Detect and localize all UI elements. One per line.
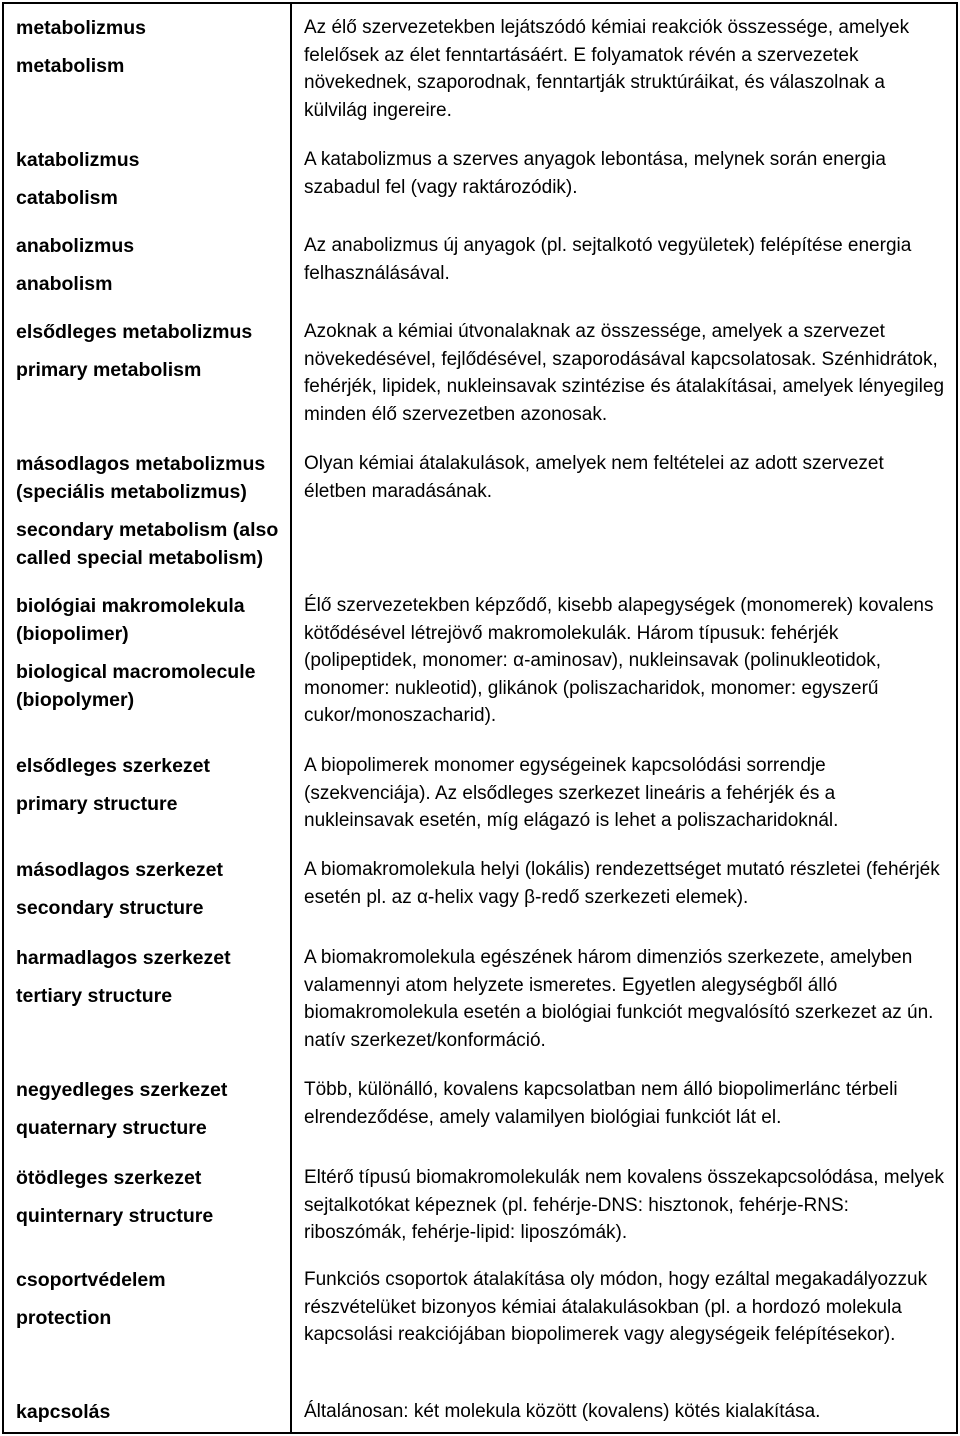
term-hungarian: kapcsolás	[16, 1401, 111, 1423]
table-row	[0, 1076, 960, 1164]
table-row	[0, 1266, 960, 1396]
term-cell	[16, 1266, 284, 1332]
table-row	[0, 1164, 960, 1266]
term-hungarian: ötödleges szerkezet	[16, 1167, 202, 1189]
definition-cell: Eltérő típusú biomakromolekulák nem kovalens összekapcsolódása, melyek sejtalkotókat képeznek (pl. fehérje-DNS: hisztonok, fehérje-RNS: riboszómák, fehérje-lipid: liposzómák).	[304, 1167, 944, 1243]
term-english: metabolism	[16, 55, 125, 77]
definition-cell: A biopolimerek monomer egységeinek kapcsolódási sorrendje (szekvenciája). Az elsődleges szerkezet lineáris a fehérjék és a nukleinsavak esetén, míg elágazó is lehet a poliszacharidoknál.	[304, 755, 839, 831]
term-hungarian: metabolizmus	[16, 17, 147, 39]
definition-cell: Funkciós csoportok átalakítása oly módon, hogy ezáltal megakadályozzuk részvételüket bizonyos kémiai átalakulásokban (pl. a hordozó molekula kapcsolási reakciójában biopolimerek vagy alegységeik felépítésekor).	[304, 1269, 928, 1345]
term-hungarian: elsődleges metabolizmus	[16, 321, 253, 343]
table-border-bottom	[2, 1432, 958, 1434]
definition-cell: Azoknak a kémiai útvonalaknak az összessége, amelyek a szervezet növekedésével, fejlődésével, szaporodásával kapcsolatosak. Szénhidrátok, fehérjék, lipidek, nukleinsavak szintézise és átalakításai, amelyek lényegileg minden élő szervezetben azonosak.	[304, 321, 945, 425]
term-english: quinternary structure	[16, 1205, 214, 1227]
table-row	[0, 318, 960, 450]
term-english: catabolism	[16, 187, 118, 209]
definition-cell: Az élő szervezetekben lejátszódó kémiai reakciók összessége, amelyek felelősek az élet fenntartásáért. E folyamatok révén a szervezetek növekednek, szaporodnak, fenntartják struktúráikat, és válaszolnak a külvilág ingereire.	[304, 17, 910, 121]
term-hungarian: harmadlagos szerkezet	[16, 947, 231, 969]
table-row	[0, 944, 960, 1076]
term-cell	[16, 14, 284, 80]
term-cell	[16, 232, 284, 298]
definition-cell: Általánosan: két molekula között (kovalens) kötés kialakítása.	[304, 1401, 821, 1422]
term-english: secondary metabolism (also called special metabolism)	[16, 519, 279, 569]
term-cell	[16, 592, 284, 714]
term-english: secondary structure	[16, 897, 204, 919]
term-english: biological macromolecule (biopolymer)	[16, 661, 256, 711]
term-hungarian: elsődleges szerkezet	[16, 755, 211, 777]
term-cell	[16, 146, 284, 212]
term-hungarian: negyedleges szerkezet	[16, 1079, 228, 1101]
table-row	[0, 140, 960, 230]
term-hungarian: másodlagos metabolizmus (speciális metabolizmus)	[16, 453, 266, 503]
table-row	[0, 592, 960, 752]
term-english: anabolism	[16, 273, 113, 295]
term-cell	[16, 450, 284, 572]
term-cell	[16, 944, 284, 1010]
term-cell	[16, 1398, 284, 1426]
term-hungarian: biológiai makromolekula (biopolimer)	[16, 595, 245, 645]
term-cell	[16, 752, 284, 818]
term-hungarian: anabolizmus	[16, 235, 135, 257]
definition-cell: Olyan kémiai átalakulások, amelyek nem feltételei az adott szervezet életben maradásának.	[304, 453, 884, 502]
definition-cell: A biomakromolekula egészének három dimenziós szerkezete, amelyben valamennyi atom helyzete ismeretes. Egyetlen alegységből álló biomakromolekula esetén a biológiai funkciót megvalósító szerkezet az ún. natív szerkezet/konformáció.	[304, 947, 934, 1051]
term-hungarian: csoportvédelem	[16, 1269, 166, 1291]
definition-cell: Több, különálló, kovalens kapcsolatban nem álló biopolimerlánc térbeli elrendeződése, amely valamilyen biológiai funkciót lát el.	[304, 1079, 898, 1128]
definition-cell: Élő szervezetekben képződő, kisebb alapegységek (monomerek) kovalens kötődésével létrejövő makromolekulák. Három típusuk: fehérjék (polipeptidek, monomer: α-aminosav), nukleinsavak (polinukleotidok, monomer: nukleotid), glikánok (poliszacharidok, monomer: egyszerű cukor/monoszacharid).	[304, 595, 934, 726]
term-cell	[16, 1164, 284, 1230]
table-row	[0, 450, 960, 592]
term-english: primary structure	[16, 793, 178, 815]
term-english: protection	[16, 1307, 112, 1329]
term-cell	[16, 856, 284, 922]
table-row	[0, 856, 960, 944]
term-english: quaternary structure	[16, 1117, 207, 1139]
definition-cell: Az anabolizmus új anyagok (pl. sejtalkotó vegyületek) felépítése energia felhasználásával.	[304, 235, 912, 284]
term-cell	[16, 1076, 284, 1142]
table-row	[0, 230, 960, 318]
table-row	[0, 752, 960, 856]
term-english: primary metabolism	[16, 359, 202, 381]
table-row	[0, 0, 960, 140]
term-hungarian: másodlagos szerkezet	[16, 859, 224, 881]
term-cell	[16, 318, 284, 384]
table-row	[0, 1396, 960, 1432]
definition-cell: A biomakromolekula helyi (lokális) rendezettséget mutató részletei (fehérjék esetén pl. az α-helix vagy β-redő szerkezeti elemek).	[304, 859, 940, 908]
term-hungarian: katabolizmus	[16, 149, 140, 171]
definition-cell: A katabolizmus a szerves anyagok lebontása, melynek során energia szabadul fel (vagy raktározódik).	[304, 149, 886, 198]
term-english: tertiary structure	[16, 985, 173, 1007]
